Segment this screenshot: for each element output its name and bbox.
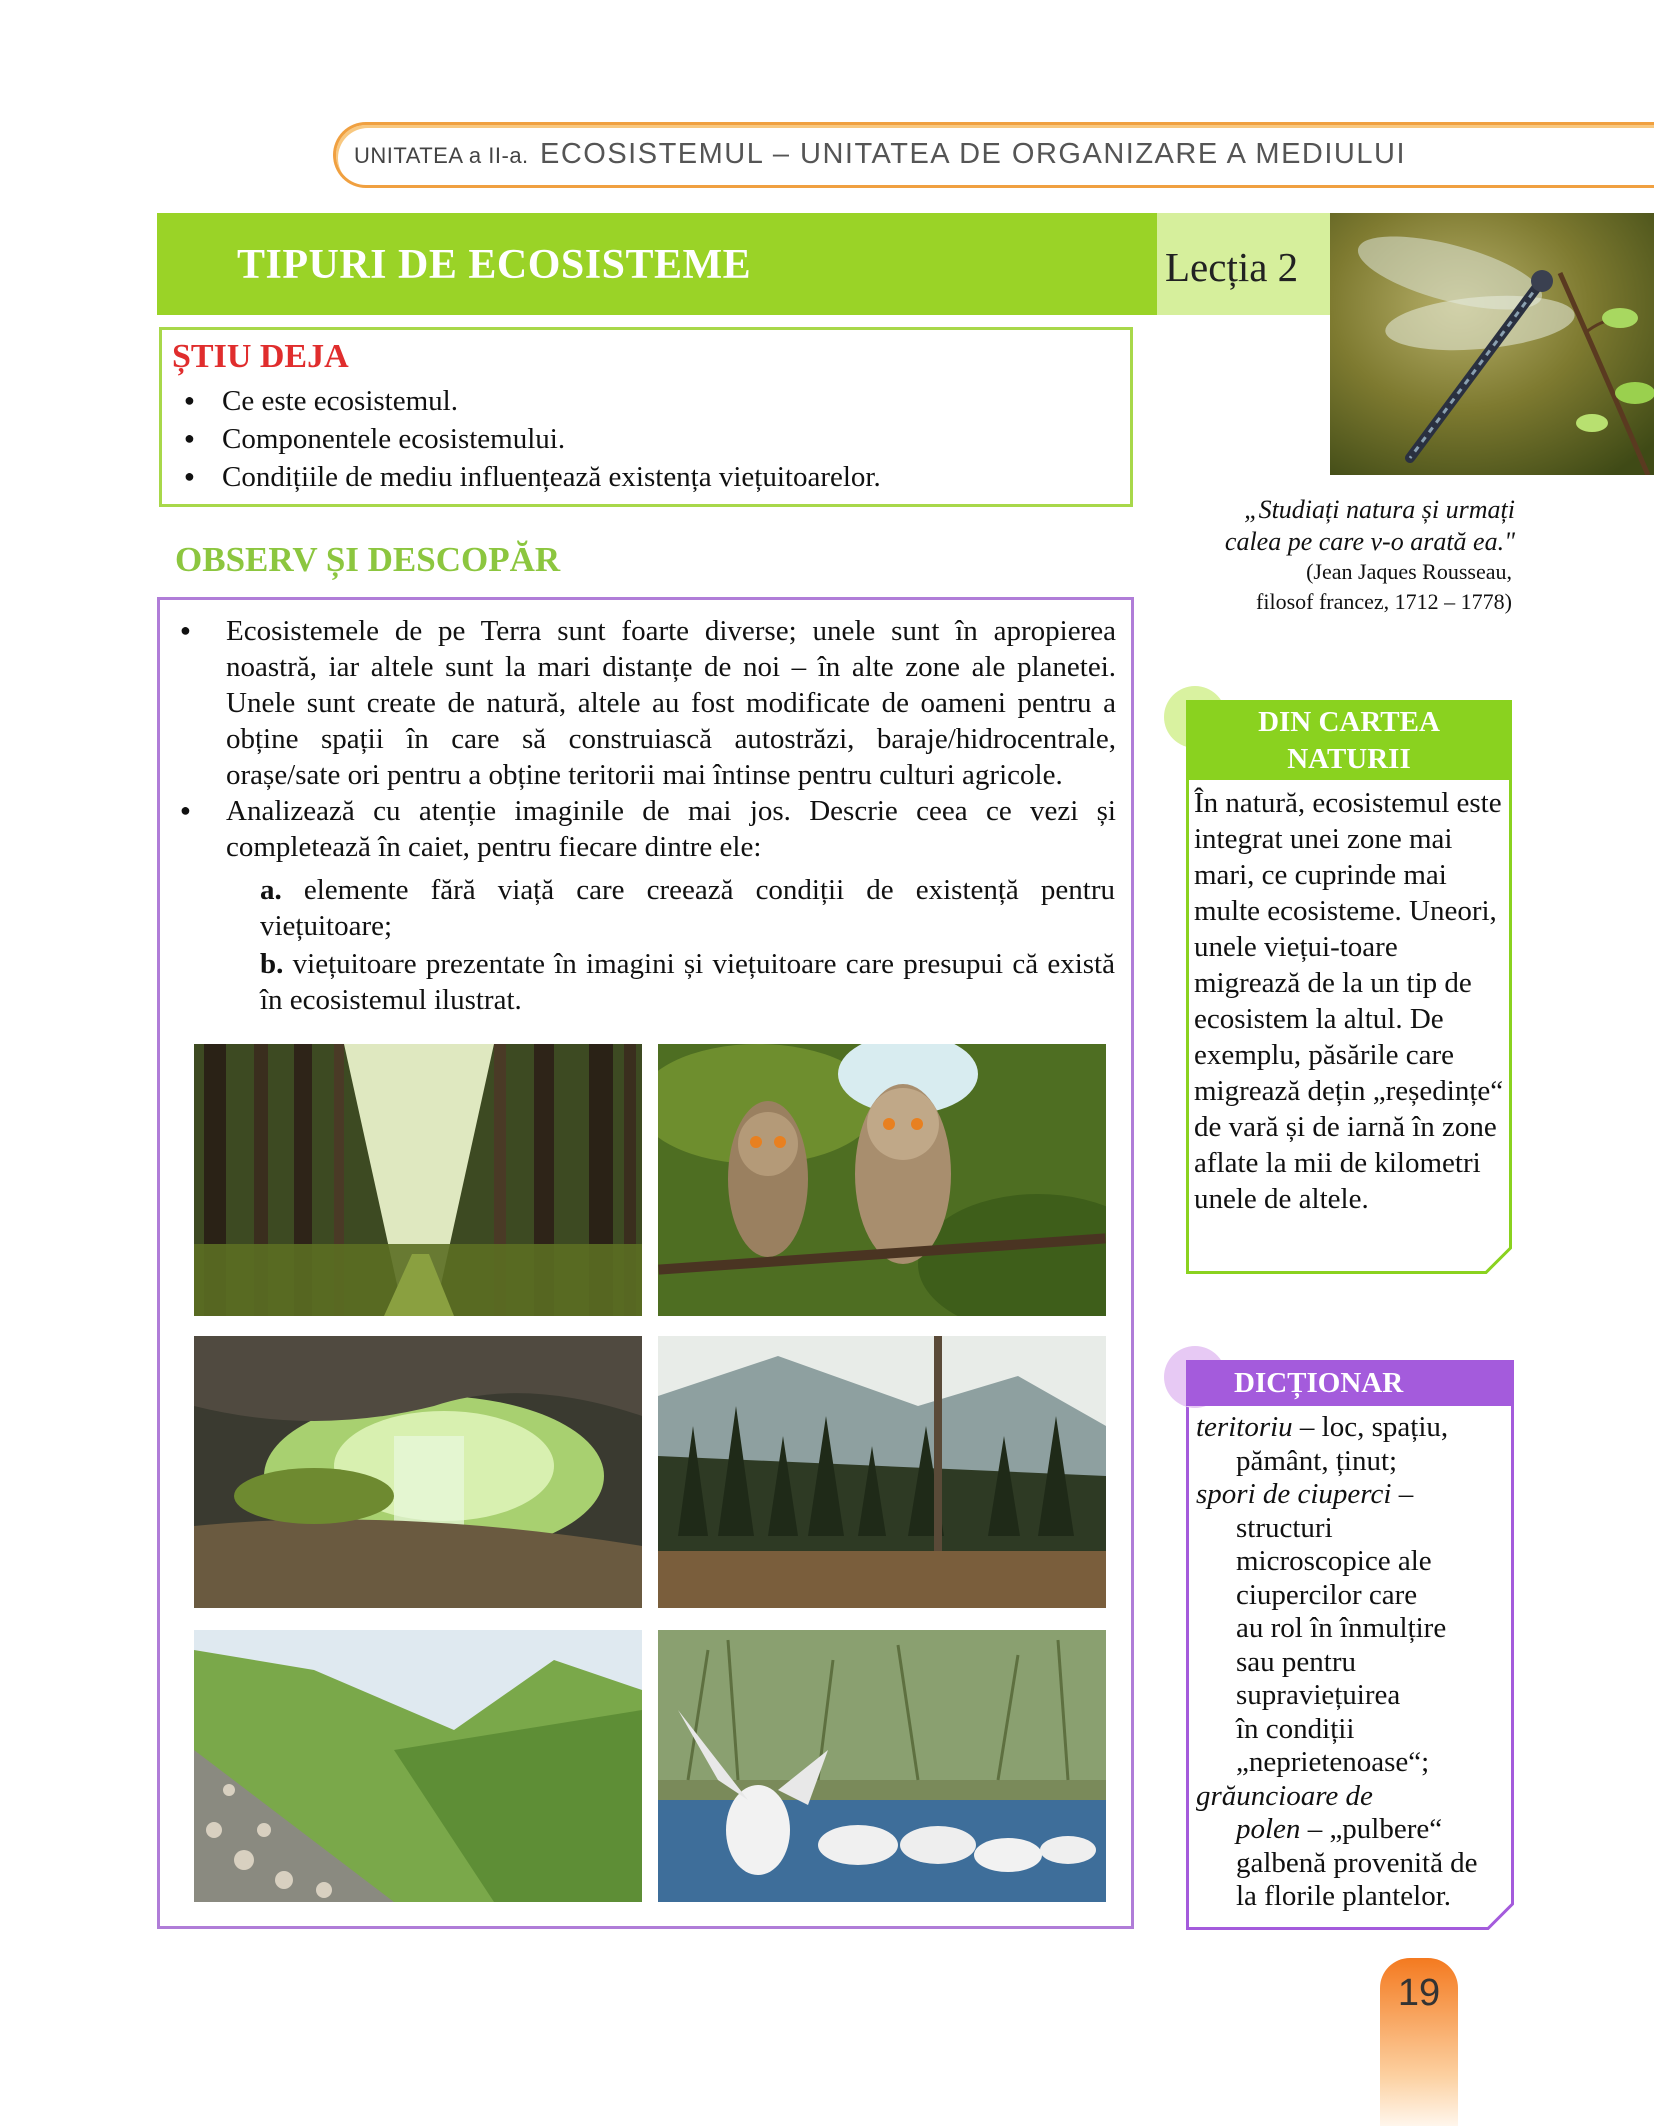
observ-box: [157, 597, 1134, 1929]
unit-header: [333, 122, 1654, 188]
dictionar-entry-teritoriu: [1196, 1411, 1514, 1445]
stiu-deja-box: [159, 327, 1133, 507]
term: polen: [1236, 1813, 1301, 1845]
dictionar-entries: [1196, 1411, 1514, 1914]
definition: au rol în înmulțire: [1236, 1612, 1447, 1644]
forest-photo: [194, 1044, 642, 1316]
bullet-icon: ●: [180, 620, 191, 640]
observ-paragraph-1: Ecosistemele de pe Terra sunt foarte diverse; unele sunt în apropierea noastră, iar altele sunt la mari distanțe de noi – în alte zone ale planetei. Unele sunt create de natură, altele au fost modificate de oameni pentru a obține spații în care să construiască autostrăzi, baraje/hidrocentrale, orașe/sate ori pentru a obține teritorii mai întinse pentru culturi agricole.: [226, 615, 1116, 791]
mountain-photo: [194, 1630, 642, 1902]
definition: microscopice ale: [1236, 1545, 1432, 1577]
definition: –: [1391, 1478, 1414, 1510]
definition: – loc, spațiu,: [1292, 1411, 1449, 1443]
dictionar-heading: DICȚIONAR: [1186, 1360, 1514, 1406]
term: spori de ciuperci: [1196, 1478, 1392, 1510]
definition: sau pentru: [1236, 1645, 1356, 1678]
stiu-deja-heading: ȘTIU DEJA: [172, 338, 349, 375]
dictionar-box: [1186, 1360, 1514, 1930]
din-cartea-heading: [1186, 700, 1512, 780]
unit-prefix: UNITATEA a II-a.: [354, 143, 529, 168]
dictionar-entry-spori: [1196, 1478, 1514, 1512]
observ-paragraph-2: Analizează cu atenție imaginile de mai jos. Descrie ceea ce vezi și completează în caiet, pentru fiecare dintre ele:: [226, 795, 1116, 863]
page-number-tab: [1380, 1958, 1458, 2126]
task-a: [260, 872, 1115, 944]
definition: la florile plantelor.: [1236, 1880, 1452, 1912]
definition: galbenă provenită de: [1236, 1846, 1478, 1879]
din-cartea-heading-line-1: DIN CARTEA: [1258, 706, 1440, 738]
list-item: ● Ce este ecosistemul.: [176, 382, 881, 420]
stiu-deja-list: [176, 382, 881, 496]
task-a-text: elemente fără viață care creează condiții de existență pentru viețuitoare;: [260, 874, 1115, 942]
definition: pământ, ținut;: [1236, 1444, 1398, 1477]
pelicans-photo: [658, 1630, 1106, 1902]
definition: structuri: [1236, 1511, 1333, 1544]
unit-title: ECOSISTEMUL – UNITATEA DE ORGANIZARE A MEDIULUI: [540, 138, 1407, 170]
lesson-label: Lecția 2: [1165, 244, 1299, 290]
cave-photo: [194, 1336, 642, 1608]
din-cartea-naturii-box: [1186, 700, 1512, 1274]
term: teritoriu: [1196, 1411, 1293, 1443]
lesson-label-box: [1157, 213, 1330, 315]
din-cartea-heading-line-2: NATURII: [1287, 743, 1411, 775]
task-a-label: a.: [260, 874, 282, 906]
observ-heading: OBSERV ȘI DESCOPĂR: [175, 540, 561, 579]
page-number: 19: [1397, 1972, 1441, 2014]
task-b: [260, 946, 1115, 1018]
definition: supraviețuirea: [1236, 1679, 1401, 1711]
owls-photo: [658, 1044, 1106, 1316]
din-cartea-text: În natură, ecosistemul este integrat unei zone mai mari, ce cuprinde mai multe ecosisteme. Uneori, unele viețui-toare migrează de la un tip de ecosistem la altul. De exemplu, păsările care migrează dețin „reședințe“ de vară și de iarnă în zone aflate la mii de kilometri unele de altele.: [1194, 787, 1504, 1215]
lesson-title: TIPURI DE ECOSISTEME: [237, 242, 752, 288]
term: grăuncioare de: [1196, 1779, 1373, 1812]
bullet-icon: ●: [180, 800, 191, 820]
quote-line-1: „Studiați natura și urmați: [1244, 495, 1515, 524]
dictionar-entry-polen: [1196, 1813, 1514, 1847]
logged-forest-photo: [658, 1336, 1106, 1608]
dragonfly-photo: [1330, 213, 1654, 475]
list-item: ● Componentele ecosistemului.: [176, 420, 881, 458]
quote-author-info: filosof francez, 1712 – 1778): [1256, 589, 1512, 614]
lesson-title-banner: [157, 213, 1157, 315]
quote-line-2: calea pe care v-o arată ea.": [1224, 527, 1515, 556]
definition: în condiții: [1236, 1712, 1355, 1745]
definition: „neprietenoase“;: [1236, 1746, 1430, 1778]
quote-source: [1140, 557, 1512, 617]
quote-author: (Jean Jaques Rousseau,: [1306, 559, 1512, 584]
rousseau-quote: [1140, 494, 1515, 558]
task-b-label: b.: [260, 948, 284, 980]
list-item: ● Condițiile de mediu influențează existența viețuitoarelor.: [176, 458, 881, 496]
definition: – „pulbere“: [1300, 1813, 1443, 1845]
task-b-text: viețuitoare prezentate în imagini și viețuitoare care presupui că există în ecosistemul ilustrat.: [260, 948, 1115, 1016]
definition: ciupercilor care: [1236, 1578, 1418, 1611]
